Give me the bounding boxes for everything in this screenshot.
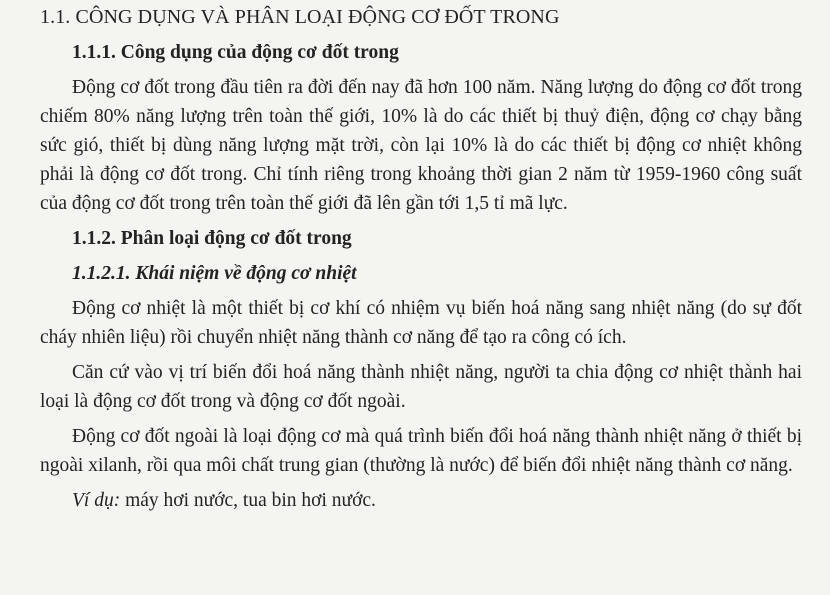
subsection-heading-classification: 1.1.2. Phân loại động cơ đốt trong [72,228,352,249]
example-text: máy hơi nước, tua bin hơi nước. [120,490,376,511]
subsubsection-heading-heat-engine: 1.1.2.1. Khái niệm về động cơ nhiệt [72,263,357,284]
subsection-heading-usage: 1.1.1. Công dụng của động cơ đốt trong [72,42,399,63]
external-combustion-paragraph: Động cơ đốt ngoài là loại động cơ mà quá trình biến đổi hoá năng thành nhiệt năng ở thiết bị ngoài xilanh, rồi qua môi chất trung gian (thường là nước) để biến đổi nhiệt năng thành cơ năng. [40,426,802,476]
usage-paragraph: Động cơ đốt trong đầu tiên ra đời đến nay đã hơn 100 năm. Năng lượng do động cơ đốt trong chiếm 80% năng lượng trên toàn thế giới, 10% là do các thiết bị thuỷ điện, động cơ chạy bằng sức gió, thiết bị dùng năng lượng mặt trời, còn lại 10% là do các thiết bị động cơ nhiệt không phải là động cơ đốt trong. Chỉ tính riêng trong khoảng thời gian 2 năm từ 1959-1960 công suất của động cơ đốt trong trên toàn thế giới đã lên gần tới 1,5 tỉ mã lực. [40,77,802,214]
heat-engine-classification-paragraph: Căn cứ vào vị trí biến đổi hoá năng thành nhiệt năng, người ta chia động cơ nhiệt thành hai loại là động cơ đốt trong và động cơ đốt ngoài. [40,362,802,412]
heat-engine-definition-paragraph: Động cơ nhiệt là một thiết bị cơ khí có nhiệm vụ biến hoá năng sang nhiệt năng (do sự đốt cháy nhiên liệu) rồi chuyển nhiệt năng thành cơ năng để tạo ra công có ích. [40,298,802,348]
section-title: 1.1. CÔNG DỤNG VÀ PHÂN LOẠI ĐỘNG CƠ ĐỐT TRONG [40,6,560,28]
example-line [40,486,802,515]
example-label: Ví dụ: [72,490,121,511]
